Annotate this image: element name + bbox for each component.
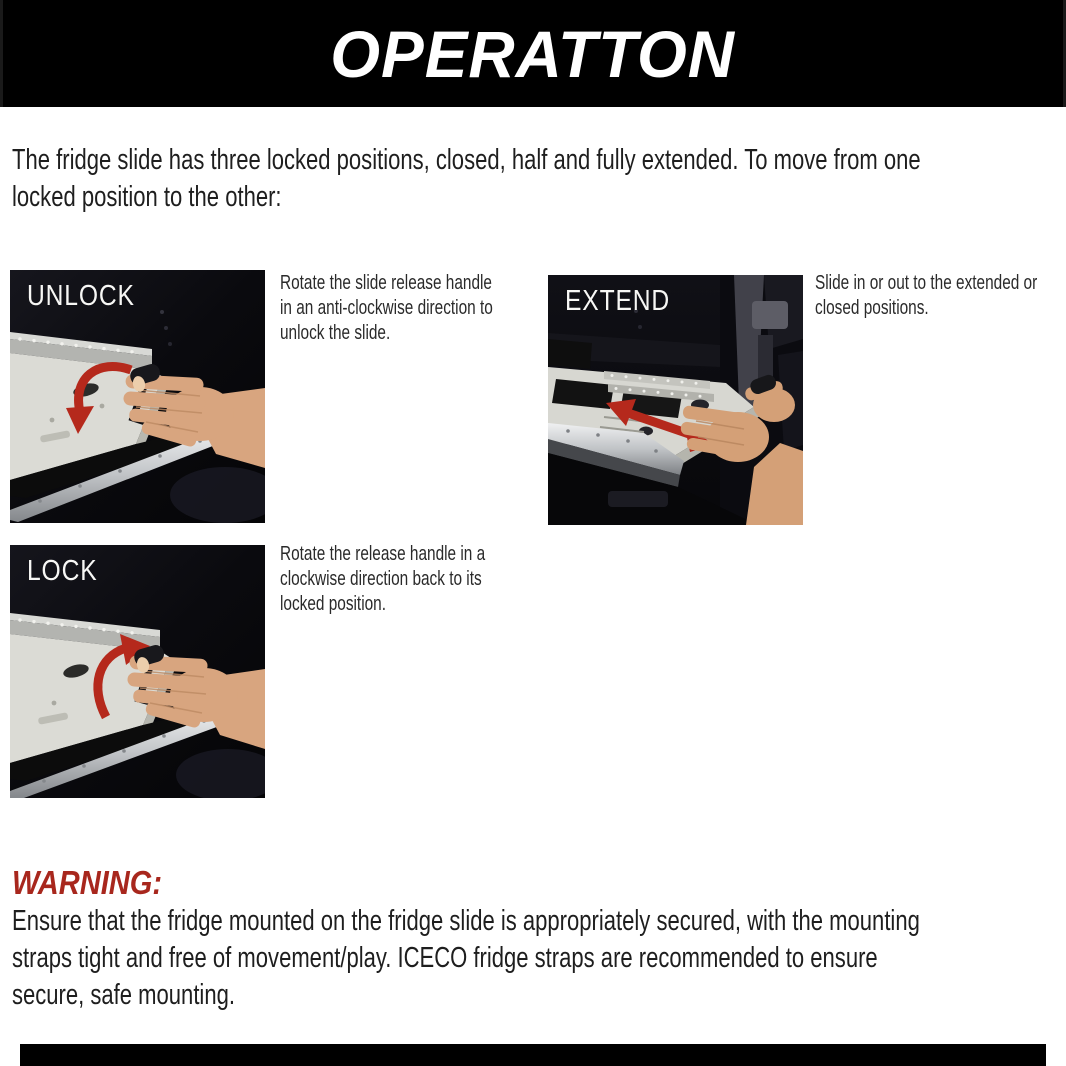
extend-photo — [548, 275, 803, 525]
warning-line: straps tight and free of movement/play. ICECO fridge straps are recommended to ensure — [12, 942, 878, 974]
unlock-caption — [280, 270, 493, 345]
lock-caption — [280, 541, 485, 616]
caption-line: in an anti-clockwise direction to — [280, 296, 493, 319]
unlock-photo — [10, 270, 265, 523]
warning-line: Ensure that the fridge mounted on the fridge slide is appropriately secured, with the mounting — [12, 905, 920, 937]
lock-photo — [10, 545, 265, 798]
caption-line: Rotate the slide release handle — [280, 271, 492, 294]
extend-label: EXTEND — [565, 285, 671, 317]
footer-bar — [20, 1044, 1046, 1066]
caption-line: locked position. — [280, 592, 386, 615]
warning-heading: WARNING: — [12, 864, 163, 901]
intro-paragraph — [12, 142, 921, 216]
caption-line: clockwise direction back to its — [280, 567, 482, 590]
caption-line: Slide in or out to the extended or — [815, 271, 1038, 294]
intro-line: The fridge slide has three locked positions, closed, half and fully extended. To move from one — [12, 144, 921, 176]
lock-label: LOCK — [27, 555, 98, 587]
header-bar — [0, 0, 1066, 107]
caption-line: unlock the slide. — [280, 321, 391, 344]
warning-line: secure, safe mounting. — [12, 979, 235, 1011]
caption-line: Rotate the release handle in a — [280, 542, 486, 565]
extend-caption — [815, 270, 1037, 320]
unlock-label: UNLOCK — [27, 280, 135, 312]
intro-line: locked position to the other: — [12, 181, 282, 213]
warning-body — [12, 903, 920, 1014]
page-title: OPERATTON — [330, 16, 736, 91]
caption-line: closed positions. — [815, 296, 929, 319]
